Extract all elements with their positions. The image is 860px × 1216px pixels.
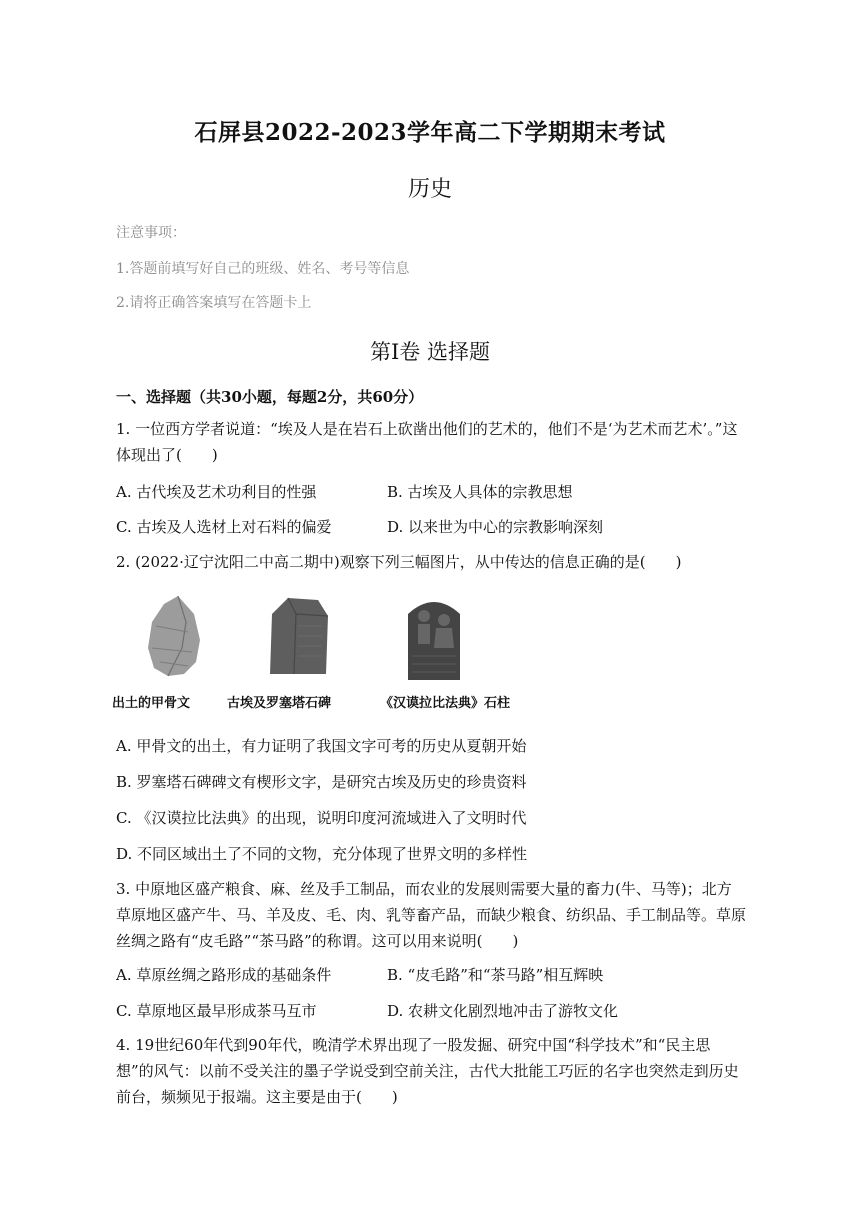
question-1-stem: 1. 一位西方学者说道：“埃及人是在岩石上砍凿出他们的艺术的，他们不是‘为艺术而艺术’。”这体现出了( ) — [116, 420, 738, 464]
question-2-option-b: B. 罗塞塔石碑碑文有楔形文字，是研究古埃及历史的珍贵资料 — [116, 773, 527, 791]
question-3-option-a: A. 草原丝绸之路形成的基础条件 — [116, 966, 332, 984]
question-2-stem: 2. (2022·辽宁沈阳二中高二期中)观察下列三幅图片，从中传达的信息正确的是( ) — [116, 553, 682, 571]
part-title: 第Ⅰ卷 选择题 — [370, 340, 490, 364]
caption-rosetta-stone: 古埃及罗塞塔石碑 — [227, 696, 332, 711]
question-3-option-c: C. 草原地区最早形成茶马互市 — [116, 1002, 317, 1020]
question-4-stem: 4. 19世纪60年代到90年代，晚清学术界出现了一股发掘、研究中国“科学技术”和“民主思想”的风气：以前不受关注的墨子学说受到空前关注，古代大批能工巧匠的名字也突然走到历史前台，频频见于报端。这主要是由于( ) — [116, 1036, 739, 1106]
question-1-option-b: B. 古埃及人具体的宗教思想 — [387, 483, 573, 501]
question-3-option-d: D. 农耕文化剧烈地冲击了游牧文化 — [387, 1002, 619, 1020]
question-2-option-d: D. 不同区域出土了不同的文物，充分体现了世界文明的多样性 — [116, 845, 528, 863]
caption-hammurabi-stele: 《汉谟拉比法典》石柱 — [380, 696, 511, 711]
oracle-bone-image — [138, 592, 208, 678]
question-1-option-d: D. 以来世为中心的宗教影响深刻 — [387, 518, 604, 536]
rosetta-stone-image — [266, 594, 332, 678]
note-item: 2.请将正确答案填写在答题卡上 — [116, 295, 312, 311]
hammurabi-stele-image — [404, 592, 464, 680]
section-heading: 一、选择题（共30小题，每题2分，共60分） — [116, 388, 424, 406]
subject-title: 历史 — [407, 177, 452, 202]
note-item: 1.答题前填写好自己的班级、姓名、考号等信息 — [116, 261, 410, 277]
question-1-option-a: A. 古代埃及艺术功利目的性强 — [116, 483, 317, 501]
question-1-option-c: C. 古埃及人选材上对石料的偏爱 — [116, 518, 332, 536]
caption-oracle-bone: 出土的甲骨文 — [112, 696, 191, 711]
question-2-figures — [112, 592, 552, 714]
question-3-option-b: B. “皮毛路”和“茶马路”相互辉映 — [387, 966, 604, 984]
notes-heading: 注意事项： — [116, 225, 186, 241]
exam-title: 石屏县2022-2023学年高二下学期期末考试 — [194, 119, 666, 146]
question-2-option-c: C. 《汉谟拉比法典》的出现，说明印度河流域进入了文明时代 — [116, 809, 527, 827]
question-2-option-a: A. 甲骨文的出土，有力证明了我国文字可考的历史从夏朝开始 — [116, 737, 527, 755]
question-3-stem: 3. 中原地区盛产粮食、麻、丝及手工制品，而农业的发展则需要大量的畜力(牛、马等)；北方草原地区盛产牛、马、羊及皮、毛、肉、乳等畜产品，而缺少粮食、纺织品、手工制品等。草原丝绸之路有“皮毛路”“茶马路”的称谓。这可以用来说明( ) — [116, 880, 747, 950]
